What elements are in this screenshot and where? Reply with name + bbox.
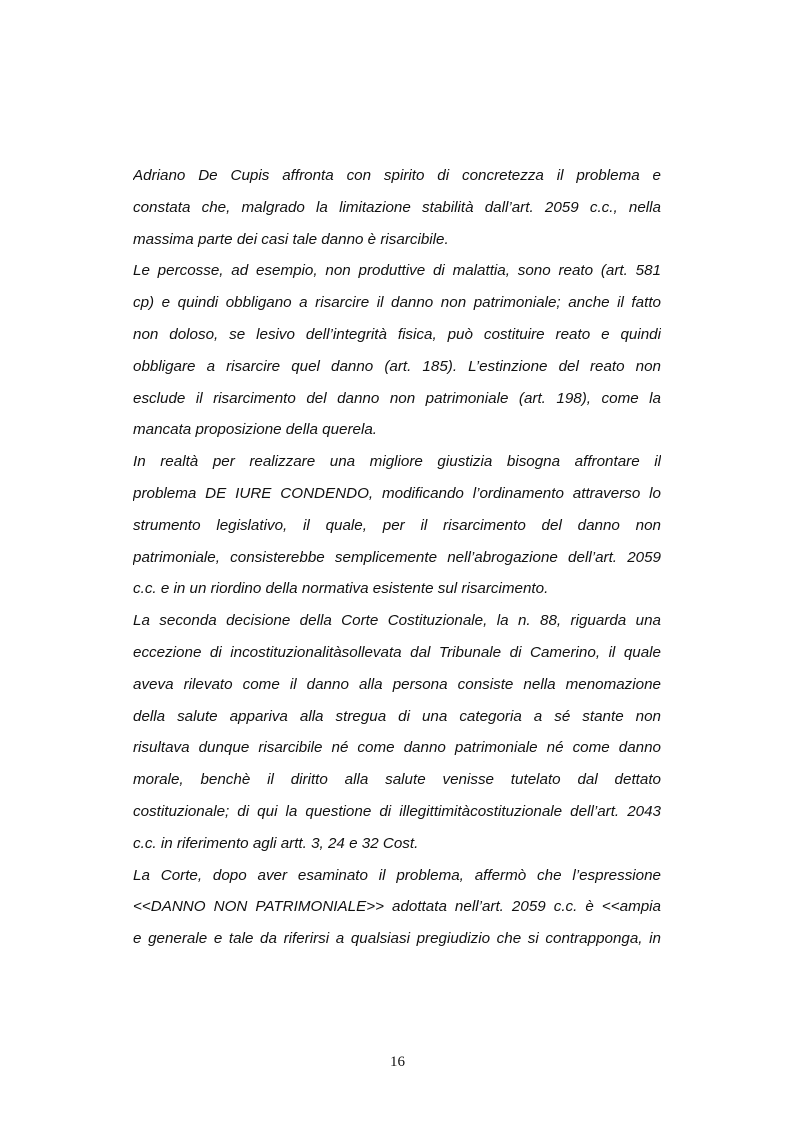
text-line: constata che, malgrado la limitazione stabilità dall’art. 2059 c.c., nella [133,198,661,216]
text-line: strumento legislativo, il quale, per il risarcimento del danno non [133,516,661,534]
text-line: Adriano De Cupis affronta con spirito di concretezza il problema e [133,167,661,184]
body-text [133,160,661,955]
text-line: patrimoniale, consisterebbe semplicemente nell’abrogazione dell’art. 2059 [133,548,661,566]
page-number: 16 [390,1054,405,1070]
text-line: della salute appariva alla stregua di una categoria a sé stante non [133,707,661,725]
text-line: obbligare a risarcire quel danno (art. 185). L’estinzione del reato non [133,357,661,375]
text-line: massima parte dei casi tale danno è risarcibile. [133,230,449,248]
text-line: La Corte, dopo aver esaminato il problema, affermò che l’espressione [133,866,661,884]
text-line: mancata proposizione della querela. [133,421,378,439]
text-line: esclude il risarcimento del danno non patrimoniale (art. 198), come la [133,389,661,407]
text-line: non doloso, se lesivo dell’integrità fisica, può costituire reato e quindi [133,325,661,343]
text-line: In realtà per realizzare una migliore giustizia bisogna affrontare il [133,453,661,471]
text-line: eccezione di incostituzionalitàsollevata dal Tribunale di Camerino, il quale [133,643,661,661]
text-line: aveva rilevato come il danno alla persona consiste nella menomazione [133,675,661,693]
paragraph [133,255,661,446]
text-line: risultava dunque risarcibile né come danno patrimoniale né come danno [133,739,661,757]
text-line: costituzionale; di qui la questione di illegittimitàcostituzionale dell’art. 2043 [133,802,661,820]
text-line: problema DE IURE CONDENDO, modificando l’ordinamento attraverso lo [133,484,661,502]
paragraph [133,860,661,955]
text-line: c.c. e in un riordino della normativa esistente sul risarcimento. [133,580,549,598]
paragraph [133,446,661,605]
text-line: Le percosse, ad esempio, non produttive di malattia, sono reato (art. 581 [133,262,661,280]
text-line: <<DANNO NON PATRIMONIALE>> adottata nell’art. 2059 c.c. è <<ampia [133,898,661,916]
text-line: cp) e quindi obbligano a risarcire il danno non patrimoniale; anche il fatto [133,294,661,312]
text-line: e generale e tale da riferirsi a qualsiasi pregiudizio che si contrapponga, in [133,930,661,948]
text-line: morale, benchè il diritto alla salute venisse tutelato dal dettato [133,771,661,789]
text-line: La seconda decisione della Corte Costituzionale, la n. 88, riguarda una [133,612,661,630]
paragraph [133,605,661,859]
text-line: c.c. in riferimento agli artt. 3, 24 e 32 Cost. [133,834,419,852]
paragraph [133,160,661,255]
